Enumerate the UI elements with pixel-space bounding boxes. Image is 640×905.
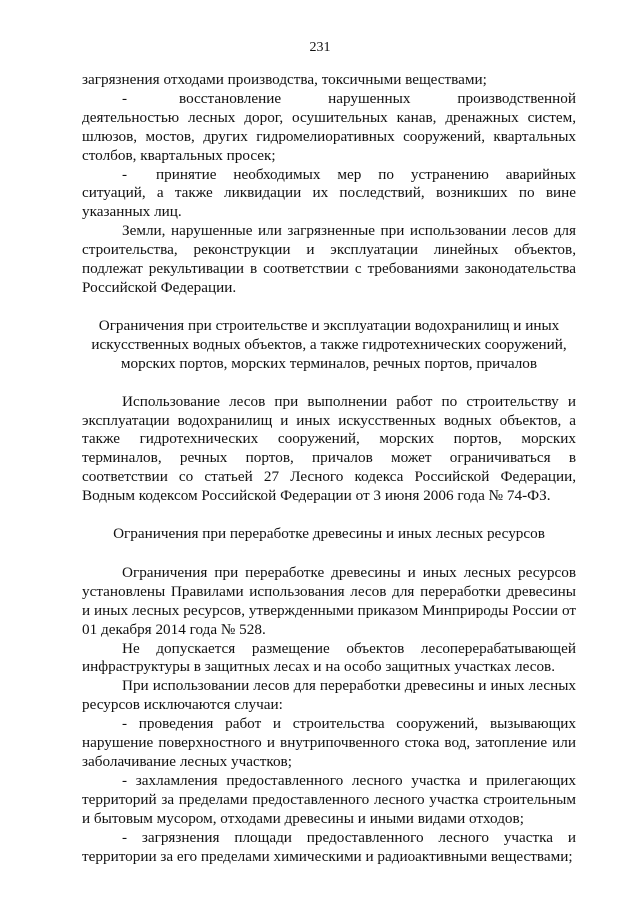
- page-number: 231: [309, 40, 331, 55]
- spacer: [82, 298, 576, 317]
- paragraph-reservoirs: Использование лесов при выполнении работ по строительству и эксплуатации водохранилищ и иных искусственных водных объектов, а также гидротехнических сооружений, морских портов, морских терминалов, речных портов, причалов может ограничиваться в соответствии со статьей 27 Лесного кодекса Российской Федерации, Водным кодексом Российской Федерации от 3 июня 2006 года № 74-ФЗ.: [82, 392, 576, 505]
- paragraph-reclamation: Земли, нарушенные или загрязненные при использовании лесов для строительства, реконструкции и эксплуатации линейных объектов, подлежат рекультивации в соответствии с требованиями законодательства Российской Федерации.: [82, 222, 576, 296]
- list-item-text: восстановление нарушенных производственной деятельностью лесных дорог, осушительных канав, дренажных систем, шлюзов, мостов, других гидромелиоративных сооружений, квартальных столбов, квартальных просек;: [82, 89, 576, 164]
- dash-marker: -: [122, 89, 128, 107]
- list-item-restoration: [82, 90, 576, 166]
- paragraph-processing-rules: Ограничения при переработке древесины и иных лесных ресурсов установлены Правилами использования лесов для переработки древесины и иных лесных ресурсов, утвержденными приказом Минприроды России от 01 декабря 2014 года № 528.: [82, 563, 576, 638]
- list-item-text: принятие необходимых мер по устранению аварийных ситуаций, а также ликвидации их последствий, возникших по вине указанных лиц.: [82, 165, 576, 221]
- list-item-littering: - захламления предоставленного лесного участка и прилегающих территорий за пределами предоставленного лесного участка строительным и бытовым мусором, отходами древесины и иными видами отходов;: [82, 771, 576, 827]
- list-item-pollution: - загрязнения площади предоставленного лесного участка и территории за его пределами химическими и радиоактивными веществами;: [82, 828, 576, 865]
- section-heading-wood-processing: Ограничения при переработке древесины и иных лесных ресурсов: [113, 525, 545, 543]
- section-heading-reservoirs: Ограничения при строительстве и эксплуатации водохранилищ и иных искусственных водных объектов, а также гидротехнических сооружений, морских портов, морских терминалов, речных портов, причалов: [91, 316, 567, 372]
- spacer: [82, 544, 576, 564]
- list-item-runoff: - проведения работ и строительства сооружений, вызывающих нарушение поверхностного и внутрипочвенного стока вод, затопление или заболачивание лесных участков;: [82, 715, 576, 770]
- spacer: [82, 506, 576, 525]
- dash-marker: -: [122, 165, 128, 183]
- spacer: [82, 374, 576, 393]
- paragraph-excluded-cases: При использовании лесов для переработки древесины и иных лесных ресурсов исключаются случаи:: [82, 677, 576, 714]
- paragraph-continuation: загрязнения отходами производства, токсичными веществами;: [82, 71, 487, 88]
- paragraph-not-allowed: Не допускается размещение объектов лесоперерабатывающей инфраструктуры в защитных лесах и на особо защитных участках лесов.: [82, 639, 576, 676]
- list-item-emergency: [82, 166, 576, 223]
- document-body: [82, 71, 576, 866]
